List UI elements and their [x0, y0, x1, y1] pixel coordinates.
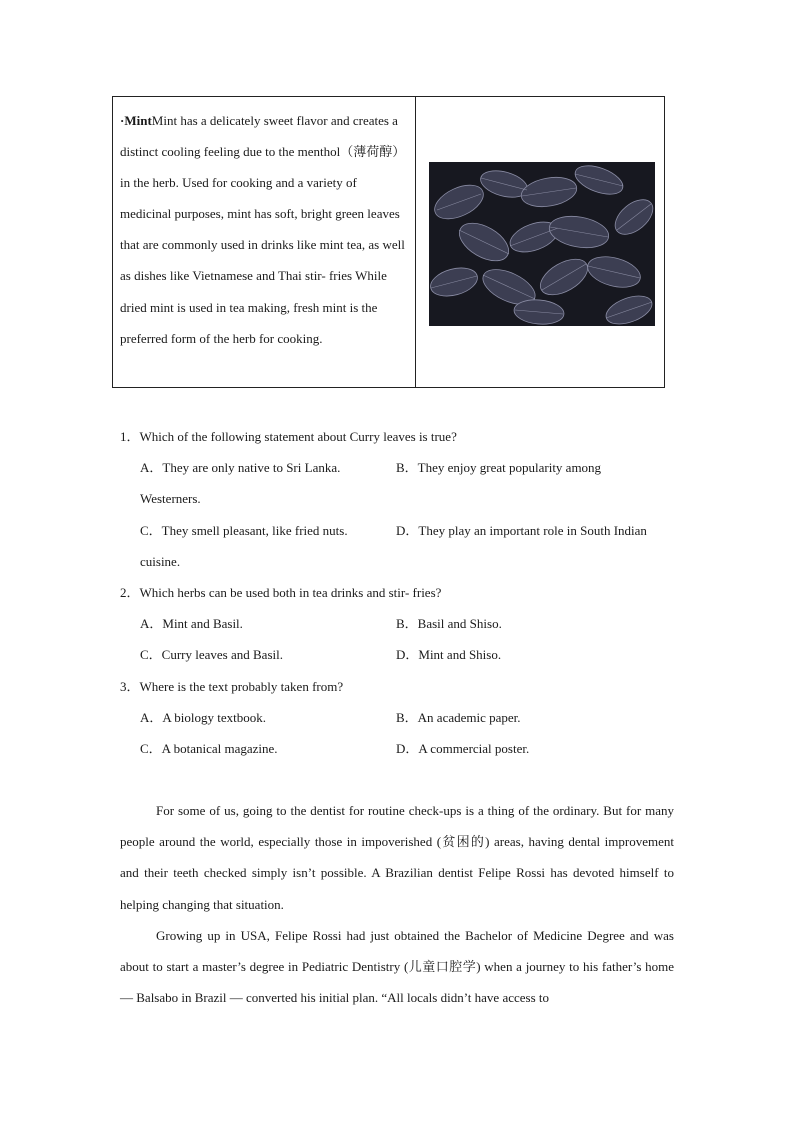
- question-2-options-cd: [120, 639, 680, 670]
- mint-photo-cell: [416, 97, 664, 387]
- herb-info-table: [112, 96, 665, 388]
- question-1: [120, 421, 680, 452]
- passage-paragraph-2: Growing up in USA, Felipe Rossi had just obtained the Bachelor of Medicine Degree and was about to start a master’s degree in Pediatric Dentistry (儿童口腔学) when a journey to his father’s home — Balsabo in Brazil — converted his initial plan. “All locals didn’t have access to: [120, 927, 674, 1006]
- question-text: Which herbs can be used both in tea drinks and stir- fries?: [139, 584, 442, 600]
- questions-section: [120, 421, 680, 764]
- option-c: C．Curry leaves and Basil.: [140, 647, 283, 663]
- option-b: B．They enjoy great popularity among: [396, 460, 602, 476]
- option-c: C．A botanical magazine.: [140, 740, 278, 756]
- option-a: A．A biology textbook.: [140, 709, 267, 725]
- question-text: Where is the text probably taken from?: [139, 678, 344, 694]
- mint-leaves-photo: [429, 162, 655, 326]
- option-d: D．A commercial poster.: [396, 740, 530, 756]
- option-b: B．Basil and Shiso.: [396, 616, 502, 632]
- question-2-options-ab: [120, 608, 680, 639]
- question-number: 1．: [120, 429, 140, 444]
- question-3-options-ab: [120, 702, 680, 733]
- question-number: 3．: [120, 678, 140, 694]
- question-1-options-cd: [120, 515, 680, 546]
- question-number: 2．: [120, 584, 140, 600]
- reading-passage: [120, 795, 674, 1013]
- passage-paragraph-1: For some of us, going to the dentist for routine check-ups is a thing of the ordinary. But for many people around the world, especially those in impoverished (贫困的) areas, having dental improvement and their teeth checked simply isn’t possible. A Brazilian dentist Felipe Rossi has devoted himself to helping changing that situation.: [120, 803, 674, 912]
- question-2: [120, 577, 680, 608]
- mint-text: Mint has a delicately sweet flavor and creates a distinct cooling feeling due to the menthol（薄荷醇） in the herb. Used for cooking and a variety of medicinal purposes, mint has soft, bright green leaves that are commonly used in drinks like mint tea, as well as dishes like Vietnamese and Thai stir- fries While dried mint is used in tea making, fresh mint is the preferred form of the herb for cooking.: [120, 113, 406, 346]
- question-3: [120, 671, 680, 702]
- mint-heading: ·Mint: [120, 113, 152, 128]
- option-a: A．Mint and Basil.: [140, 616, 243, 632]
- option-d-continuation: cuisine.: [140, 553, 181, 569]
- option-b: B．An academic paper.: [396, 709, 521, 725]
- option-a: A．They are only native to Sri Lanka.: [140, 460, 341, 476]
- option-d: D．They play an important role in South Indian: [396, 522, 647, 538]
- question-1-options-ab: [120, 452, 680, 483]
- question-3-options-cd: [120, 733, 680, 764]
- option-b-continuation: Westerners.: [140, 491, 201, 507]
- question-text: Which of the following statement about Curry leaves is true?: [139, 429, 457, 444]
- option-c: C．They smell pleasant, like fried nuts.: [140, 522, 348, 538]
- option-d: D．Mint and Shiso.: [396, 647, 502, 663]
- mint-description-cell: [113, 97, 416, 387]
